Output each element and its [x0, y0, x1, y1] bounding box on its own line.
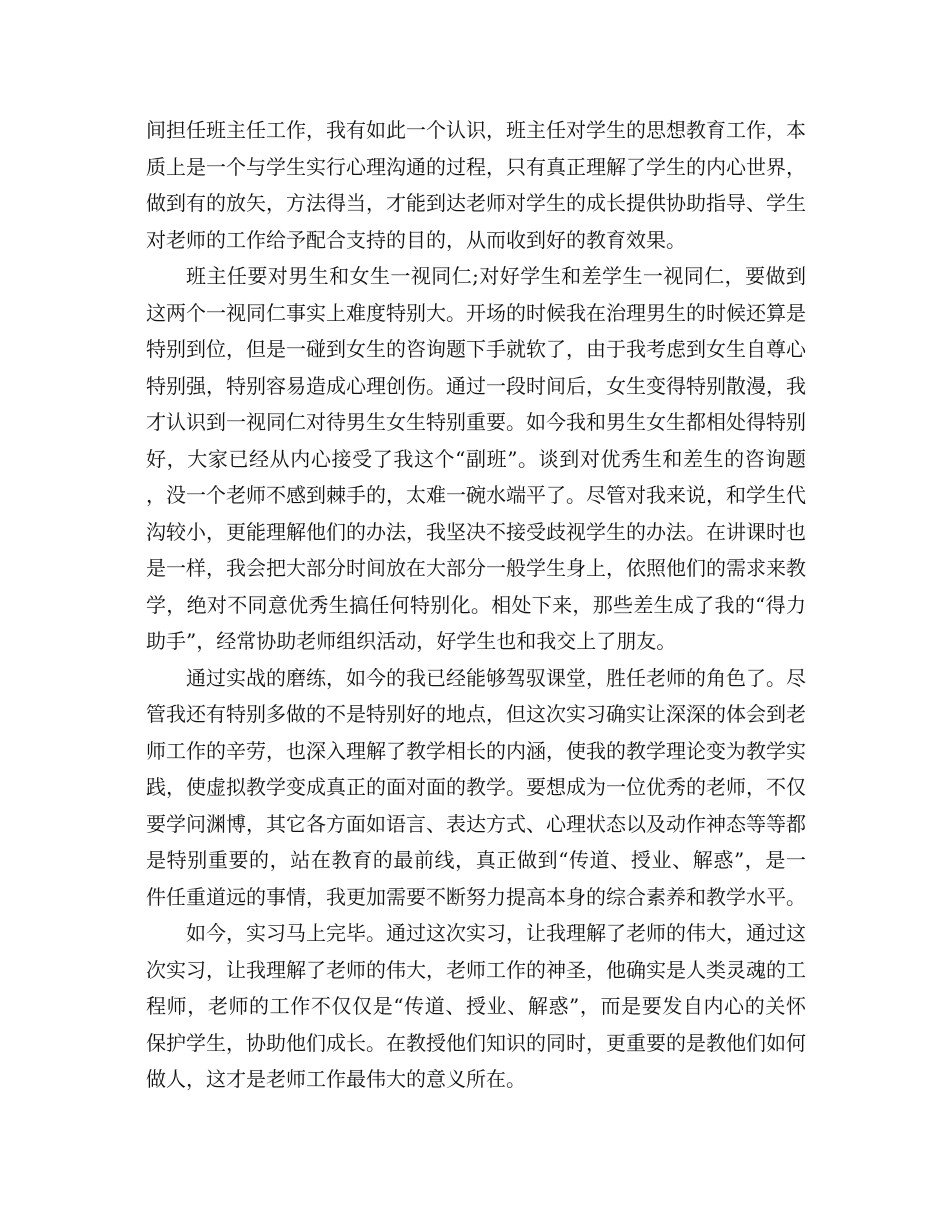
document-page	[146, 112, 806, 1098]
paragraph-practice-experience: 通过实战的磨练，如今的我已经能够驾驭课堂，胜任老师的角色了。尽管我还有特别多做的不是特别好的地点，但这次实习确实让深深的体会到老师工作的辛劳，也深入理解了教学相长的内涵，使我的教学理论变为教学实践，使虚拟教学变成真正的面对面的教学。要想成为一位优秀的老师，不仅要学问渊博，其它各方面如语言、表达方式、心理状态以及动作神态等等都是特别重要的，站在教育的最前线，真正做到“传道、授业、解惑”，是一件任重道远的事情，我更加需要不断努力提高本身的综合素养和教学水平。	[146, 665, 806, 909]
paragraph-conclusion: 如今，实习马上完毕。通过这次实习，让我理解了老师的伟大，通过这次实习，让我理解了老师的伟大，老师工作的神圣，他确实是人类灵魂的工程师，老师的工作不仅仅是“传道、授业、解惑”，而是要发自内心的关怀保护学生，协助他们成长。在教授他们知识的同时，更重要的是教他们如何做人，这才是老师工作最伟大的意义所在。	[146, 921, 806, 1091]
paragraph-fair-treatment: 班主任要对男生和女生一视同仁;对好学生和差学生一视同仁，要做到这两个一视同仁事实上难度特别大。开场的时候我在治理男生的时候还算是特别到位，但是一碰到女生的咨询题下手就软了，由于我考虑到女生自尊心特别强，特别容易造成心理创伤。通过一段时间后，女生变得特别散漫，我才认识到一视同仁对待男生女生特别重要。如今我和男生女生都相处得特别好，大家已经从内心接受了我这个“副班”。谈到对优秀生和差生的咨询题，没一个老师不感到棘手的，太难一碗水端平了。尽管对我来说，和学生代沟较小，更能理解他们的办法，我坚决不接受歧视学生的办法。在讲课时也是一样，我会把大部分时间放在大部分一般学生身上，依照他们的需求来教学，绝对不同意优秀生搞任何特别化。相处下来，那些差生成了我的“得力助手”，经常协助老师组织活动，好学生也和我交上了朋友。	[146, 264, 806, 653]
paragraph-continued: 间担任班主任工作，我有如此一个认识，班主任对学生的思想教育工作，本质上是一个与学生实行心理沟通的过程，只有真正理解了学生的内心世界，做到有的放矢，方法得当，才能到达老师对学生的成长提供协助指导、学生对老师的工作给予配合支持的目的，从而收到好的教育效果。	[146, 118, 806, 252]
